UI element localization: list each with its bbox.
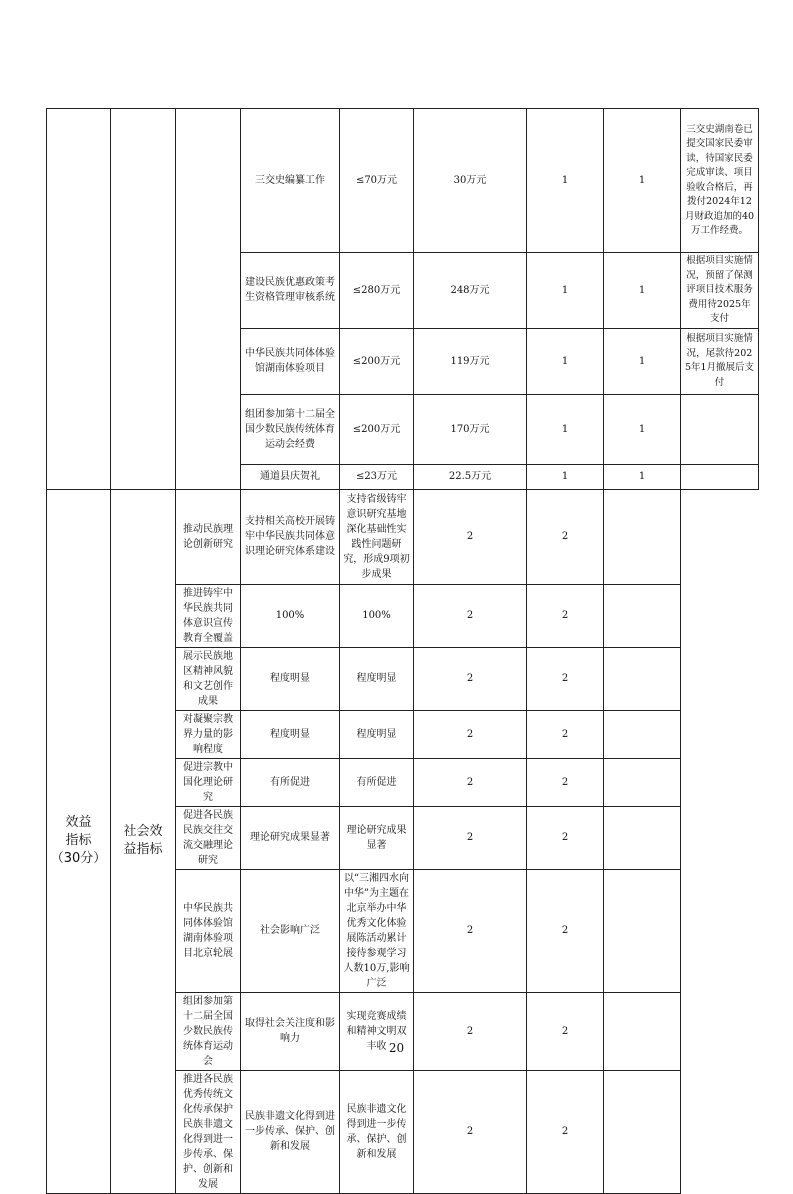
remark [604,489,681,584]
actual-value: 以“三湘四水向中华”为主题在北京举办中华优秀文化体验展陈活动累计接待参观学习人数10万,影响广泛 [340,869,414,992]
remark [681,394,759,464]
level2-indicator-cell [111,109,176,490]
target-value: 社会影响广泛 [241,869,340,992]
weight-value: 1 [527,253,604,329]
indicator-name: 中华民族共同体体验馆湖南体验项目 [241,328,340,394]
actual-value: 实现竞赛成绩和精神文明双丰收 [340,992,414,1070]
weight-value: 2 [414,584,527,647]
actual-value: 支持省级铸牢意识研究基地深化基础性实践性问题研究，形成9项初步成果 [340,489,414,584]
table-body [47,109,759,1194]
score-value: 2 [527,647,604,710]
indicator-name: 促进宗教中国化理论研究 [176,758,241,806]
weight-value: 2 [414,1070,527,1193]
indicator-name: 推进各民族优秀传统文化传承保护民族非遗文化得到进一步传承、保护、创新和发展 [176,1070,241,1193]
remark [604,1070,681,1193]
indicator-name: 组团参加第十二届全国少数民族传统体育运动会经费 [241,394,340,464]
weight-value: 1 [527,464,604,489]
indicator-name: 建设民族优惠政策考生资格管理审核系统 [241,253,340,329]
weight-value: 2 [414,710,527,758]
target-value: ≤23万元 [340,464,414,489]
level3-indicator-cell [176,109,241,490]
actual-value: 170万元 [414,394,527,464]
actual-value: 100% [340,584,414,647]
score-value: 1 [604,328,681,394]
weight-value: 2 [414,647,527,710]
actual-value: 119万元 [414,328,527,394]
score-value: 1 [604,253,681,329]
target-value: 程度明显 [241,710,340,758]
performance-table-sheet [46,108,758,1194]
target-value: ≤200万元 [340,394,414,464]
score-value: 2 [527,1070,604,1193]
level1-indicator-benefit: 效益 指标 （30分） [47,489,111,1193]
indicator-name: 组团参加第十二届全国少数民族传统体育运动会 [176,992,241,1070]
score-value: 2 [527,806,604,869]
remark [604,806,681,869]
remark [604,710,681,758]
actual-value: 有所促进 [340,758,414,806]
remark: 根据项目实施情况，预留了保测评项目技术服务费用待2025年支付 [681,253,759,329]
score-value: 1 [604,394,681,464]
target-value: 理论研究成果显著 [241,806,340,869]
actual-value: 248万元 [414,253,527,329]
score-value: 2 [527,869,604,992]
weight-value: 2 [414,869,527,992]
level2-indicator-social-benefit: 社会效 益指标 [111,489,176,1193]
remark: 根据项目实施情况，尾款待2025年1月撤展后支付 [681,328,759,394]
remark [681,464,759,489]
indicator-name: 推进铸牢中华民族共同体意识宣传教育全覆盖 [176,584,241,647]
actual-value: 民族非遗文化得到进一步传承、保护、创新和发展 [340,1070,414,1193]
weight-value: 1 [527,394,604,464]
actual-value: 程度明显 [340,710,414,758]
target-value: 100% [241,584,340,647]
indicator-name: 推动民族理论创新研究 [176,489,241,584]
actual-value: 程度明显 [340,647,414,710]
target-value: ≤280万元 [340,253,414,329]
target-value: ≤70万元 [340,109,414,253]
target-value: 民族非遗文化得到进一步传承、保护、创新和发展 [241,1070,340,1193]
indicator-name: 通道县庆贺礼 [241,464,340,489]
actual-value: 30万元 [414,109,527,253]
actual-value: 理论研究成果显著 [340,806,414,869]
weight-value: 1 [527,109,604,253]
score-value: 1 [604,109,681,253]
remark [604,992,681,1070]
actual-value: 22.5万元 [414,464,527,489]
page-number: 20 [388,1041,405,1055]
level1-indicator-cell [47,109,111,490]
target-value: 取得社会关注度和影响力 [241,992,340,1070]
score-value: 2 [527,710,604,758]
score-value: 2 [527,584,604,647]
remark [604,758,681,806]
remark [604,584,681,647]
score-value: 2 [527,489,604,584]
table-row [47,489,759,584]
indicator-name: 促进各民族民族交往交流交融理论研究 [176,806,241,869]
weight-value: 2 [414,992,527,1070]
table-row [47,109,759,253]
target-value: 有所促进 [241,758,340,806]
score-value: 1 [604,464,681,489]
indicator-name: 展示民族地区精神风貌和文艺创作成果 [176,647,241,710]
weight-value: 2 [414,806,527,869]
indicator-name: 三交史编纂工作 [241,109,340,253]
remark [604,647,681,710]
indicator-name: 对凝聚宗教界力量的影响程度 [176,710,241,758]
indicator-name: 中华民族共同体体验馆湖南体验项目北京轮展 [176,869,241,992]
performance-indicator-table [46,108,759,1194]
target-value: 支持相关高校开展铸牢中华民族共同体意识理论研究体系建设 [241,489,340,584]
weight-value: 2 [414,758,527,806]
target-value: ≤200万元 [340,328,414,394]
weight-value: 2 [414,489,527,584]
remark [604,869,681,992]
remark: 三交史湖南卷已提交国家民委审读，待国家民委完成审读、项目验收合格后，再拨付2024年12月财政追加的40万工作经费。 [681,109,759,253]
score-value: 2 [527,992,604,1070]
score-value: 2 [527,758,604,806]
target-value: 程度明显 [241,647,340,710]
weight-value: 1 [527,328,604,394]
